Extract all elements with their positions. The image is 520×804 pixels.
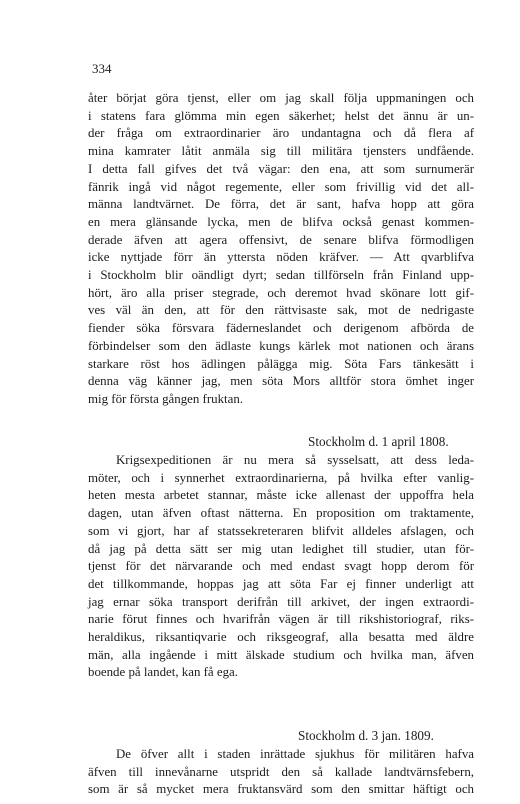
- text-line: mig för första gången fruktan.: [88, 391, 243, 406]
- text-line: heraldikus, riksantiqvarie och riksgeograf, alla besatta med äldre: [88, 630, 474, 645]
- paragraph-war-office: [88, 452, 474, 682]
- text-line: som vi gjort, har af statssekreteraren blifvit alldeles afslagen, och: [88, 523, 474, 538]
- text-line: derade äfven att agera offensivt, de senare blifva förmodligen: [88, 232, 474, 247]
- text-line: det tillkommande, hoppas jag att söta Far ej finner underligt att: [88, 576, 474, 591]
- text-line: De öfver allt i staden inrättade sjukhus för militären hafva: [116, 747, 474, 761]
- text-line: en mera glänsande lycka, men de blifva också genast kommen-: [88, 214, 474, 229]
- text-line: män, alla ingående i mitt älskade studium och hvilka man, äfven: [88, 647, 474, 662]
- text-line: som är så mycket mera fruktansvärd som den smittar häftigt och: [88, 782, 474, 797]
- text-line: denna väg känner jag, men söta Mors alltför stora ömhet inger: [88, 374, 474, 389]
- letter-dateline: Stockholm d. 3 jan. 1809.: [298, 728, 434, 743]
- text-line: boende på landet, kan få ega.: [88, 665, 238, 680]
- text-line: I detta fall gifves det två vägar: den ena, att som surnumerär: [88, 161, 474, 176]
- text-line: äfven till innevånarne utspridt den så kallade landtvärnsfebern,: [88, 764, 474, 779]
- text-line: der fråga om extraordinarier äro undantagna och då flera af: [88, 126, 474, 141]
- text-line: möter, och i synnerhet extraordinarierna, på hvilka efter vanlig-: [88, 470, 474, 485]
- text-line: heten mesta arbetet stannar, måste icke allenast der uppoffra hela: [88, 488, 474, 503]
- text-line: mina kamrater låtit anmäla sig till militära tjensters undfående.: [88, 144, 474, 159]
- text-line: dagen, utan äfven oftast nätterna. En proposition om traktamente,: [88, 506, 474, 521]
- text-line: fiender söka försvara fäderneslandet och derigenom afbörda de: [88, 321, 474, 336]
- text-line: starkare röst hos ädlingen pålägga mig. Söta Fars tänkesätt i: [88, 356, 474, 371]
- text-line: förbindelser som den ädlaste kungs kärlek mot nationen och ärans: [88, 338, 474, 353]
- text-line: männa landtvärnet. De förra, det är sant, hafva hopp att göra: [88, 197, 474, 212]
- text-line: icke nyttjade förr än yttersta nöden kräfver. — Att qvarblifva: [88, 250, 474, 265]
- text-line: hört, äro alla priser stegrade, och deremot hvad skönare lott gif-: [88, 285, 474, 300]
- text-line: åter börjat göra tjenst, eller om jag skall följa uppmaningen och: [88, 91, 474, 105]
- text-line: Krigsexpeditionen är nu mera så sysselsatt, att dess leda-: [116, 453, 474, 467]
- text-line: narie förut finnes och hvarifrån vägen är till rikshistoriograf, riks-: [88, 612, 474, 627]
- text-line: tjenst för det närvarande och med endast svagt hopp derom för: [88, 559, 474, 574]
- text-line: jag ernar söka transport derifrån till arkivet, der ingen extraordi-: [88, 594, 474, 609]
- page-number: 334: [92, 61, 112, 76]
- text-line: i statens fara glömma min egen säkerhet; helst det ännu är un-: [88, 108, 474, 123]
- text-line: ves väl än den, att för den rättvisaste sak, mot de nedrigaste: [88, 303, 474, 318]
- text-line: i Stockholm blir oändligt dyrt; sedan tillförseln från Finland upp-: [88, 268, 474, 283]
- paragraph-military-choice: [88, 90, 474, 409]
- text-line: då jag på detta sätt ser mig utan ledighet till studier, utan för-: [88, 541, 474, 556]
- letter-dateline: Stockholm d. 1 april 1808.: [308, 434, 449, 449]
- text-line: fänrik ingå vid något regemente, eller som frivillig vid det all-: [88, 179, 474, 194]
- paragraph-fever: [88, 746, 474, 799]
